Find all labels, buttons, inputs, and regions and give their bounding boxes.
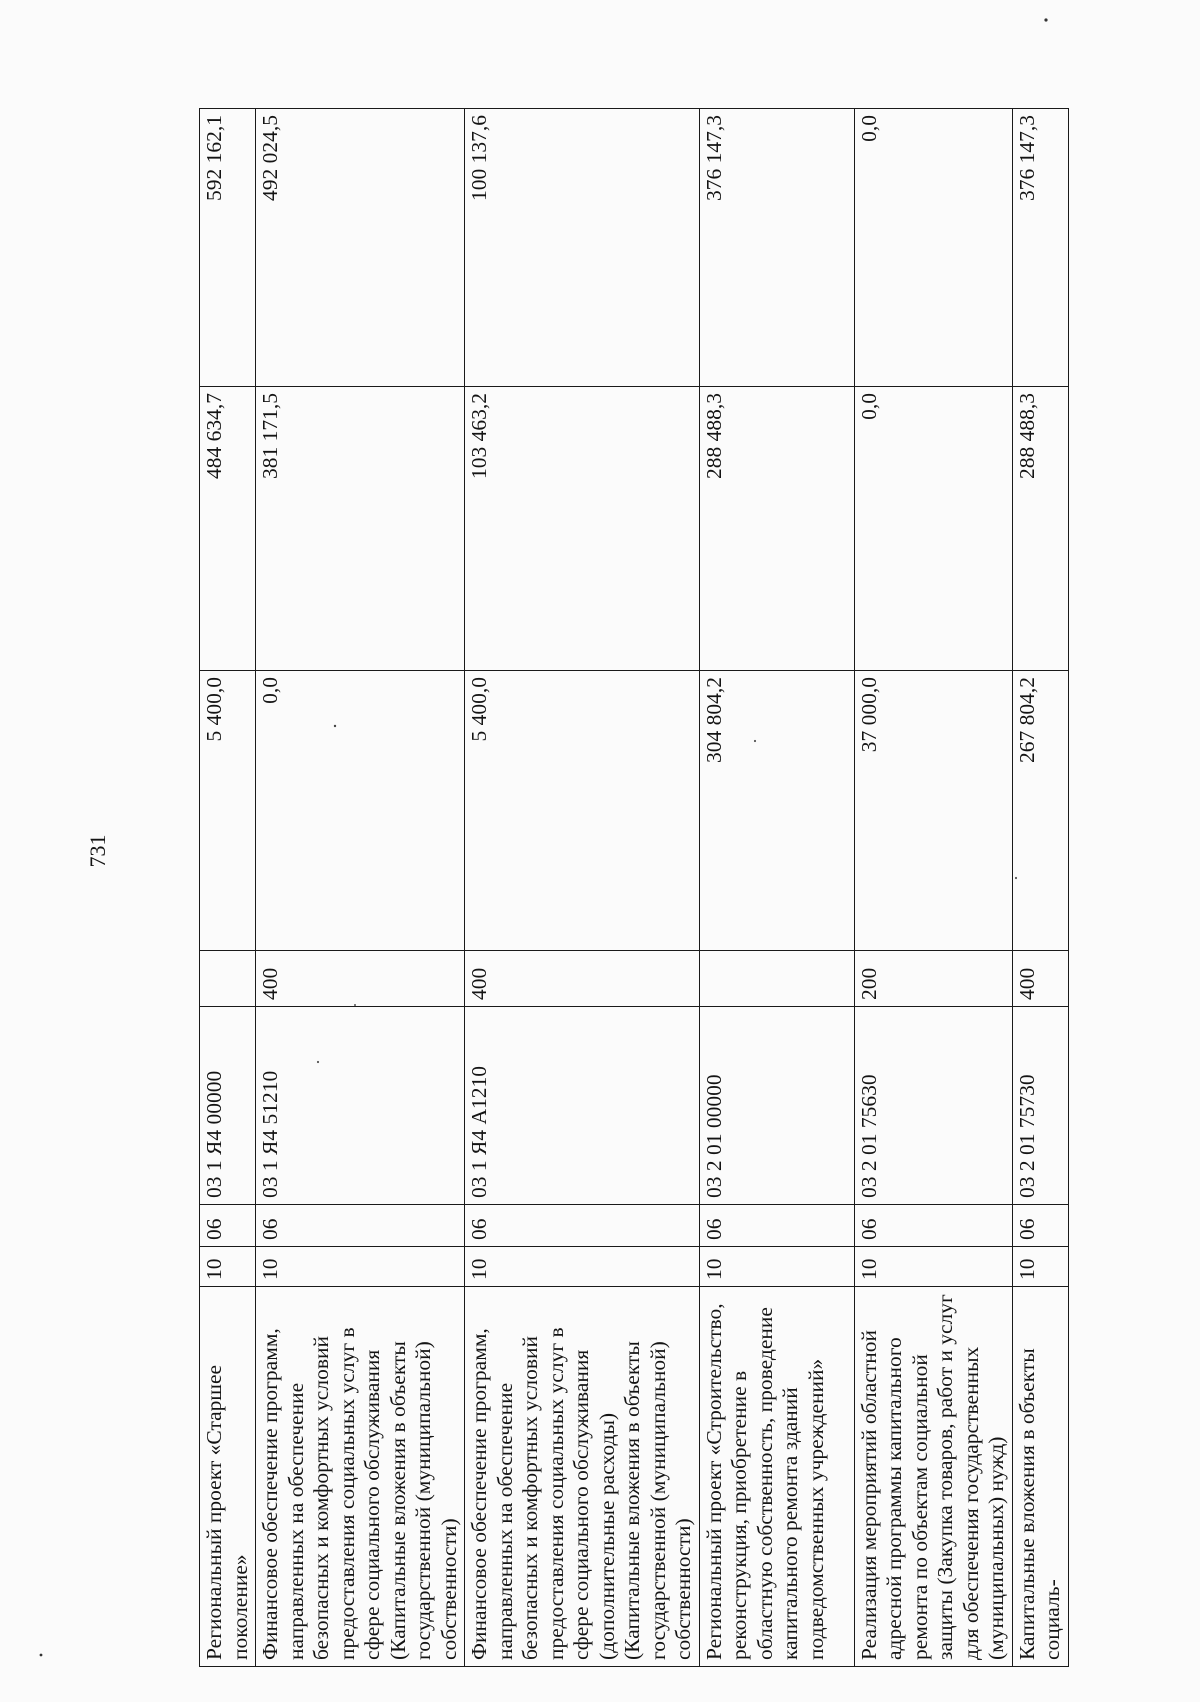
row-name: Региональный проект «Старшее поколение»: [200, 1287, 256, 1667]
row-value-3: 492 024,5: [256, 109, 465, 387]
row-name: Финансовое обеспечение программ, направленных на обеспечение безопасных и комфортных условий предоставления социальных услуг в сфере социального обслуживания (Капитальные вложения в объекты государственной (муниципальной) собственности): [256, 1287, 465, 1667]
row-value-3: 376 147,3: [1012, 109, 1068, 387]
row-value-3: 100 137,6: [465, 109, 700, 387]
row-expense-type: [200, 951, 256, 1007]
row-section: 10: [699, 1247, 854, 1287]
row-section: 10: [200, 1247, 256, 1287]
row-subsection: 06: [699, 1205, 854, 1247]
table-row: [465, 109, 700, 1667]
row-expense-type: 400: [465, 951, 700, 1007]
row-subsection: 06: [256, 1205, 465, 1247]
row-value-1: 5 400,0: [200, 671, 256, 951]
row-expense-type: 400: [1012, 951, 1068, 1007]
row-value-3: 592 162,1: [200, 109, 256, 387]
table-row: [854, 109, 1012, 1667]
row-value-1: 0,0: [256, 671, 465, 951]
row-name: Региональный проект «Строительство, реконструкция, приобретение в областную собственность, проведение капитального ремонта зданий подведомственных учреждений»: [699, 1287, 854, 1667]
row-value-3: 376 147,3: [699, 109, 854, 387]
table-row: [200, 109, 256, 1667]
row-section: 10: [256, 1247, 465, 1287]
row-value-2: 103 463,2: [465, 387, 700, 671]
row-section: 10: [1012, 1247, 1068, 1287]
row-subsection: 06: [854, 1205, 1012, 1247]
row-value-2: 484 634,7: [200, 387, 256, 671]
row-target-code: 03 2 01 75730: [1012, 1007, 1068, 1205]
row-value-1: 5 400,0: [465, 671, 700, 951]
row-target-code: 03 2 01 00000: [699, 1007, 854, 1205]
row-subsection: 06: [1012, 1205, 1068, 1247]
row-value-1: 267 804,2: [1012, 671, 1068, 951]
table-row: [699, 109, 854, 1667]
row-target-code: 03 2 01 75630: [854, 1007, 1012, 1205]
row-value-2: 288 488,3: [699, 387, 854, 671]
row-value-1: 37 000,0: [854, 671, 1012, 951]
row-name: Капитальные вложения в объекты социаль-: [1012, 1287, 1068, 1667]
row-value-2: 0,0: [854, 387, 1012, 671]
row-value-1: 304 804,2: [699, 671, 854, 951]
row-subsection: 06: [465, 1205, 700, 1247]
row-section: 10: [465, 1247, 700, 1287]
row-subsection: 06: [200, 1205, 256, 1247]
row-name: Реализация мероприятий областной адресной программы капитального ремонта по объектам социальной защиты (Закупка товаров, работ и услуг для обеспечения государственных (муниципальных) нужд): [854, 1287, 1012, 1667]
row-target-code: 03 1 Я4 51210: [256, 1007, 465, 1205]
row-target-code: 03 1 Я4 А1210: [465, 1007, 700, 1205]
table-row: [1012, 109, 1068, 1667]
row-value-2: 381 171,5: [256, 387, 465, 671]
row-target-code: 03 1 Я4 00000: [200, 1007, 256, 1205]
row-expense-type: 200: [854, 951, 1012, 1007]
row-value-3: 0,0: [854, 109, 1012, 387]
budget-table: [199, 108, 1069, 1667]
row-expense-type: 400: [256, 951, 465, 1007]
row-section: 10: [854, 1247, 1012, 1287]
row-expense-type: [699, 951, 854, 1007]
rotated-page: [199, 109, 1068, 1667]
row-name: Финансовое обеспечение программ, направленных на обеспечение безопасных и комфортных условий предоставления социальных услуг в сфере социального обслуживания (дополнительные расходы) (Капитальные вложения в объекты государственной (муниципальной) собственности): [465, 1287, 700, 1667]
page-number: 731: [85, 834, 110, 868]
row-value-2: 288 488,3: [1012, 387, 1068, 671]
table-row: [256, 109, 465, 1667]
